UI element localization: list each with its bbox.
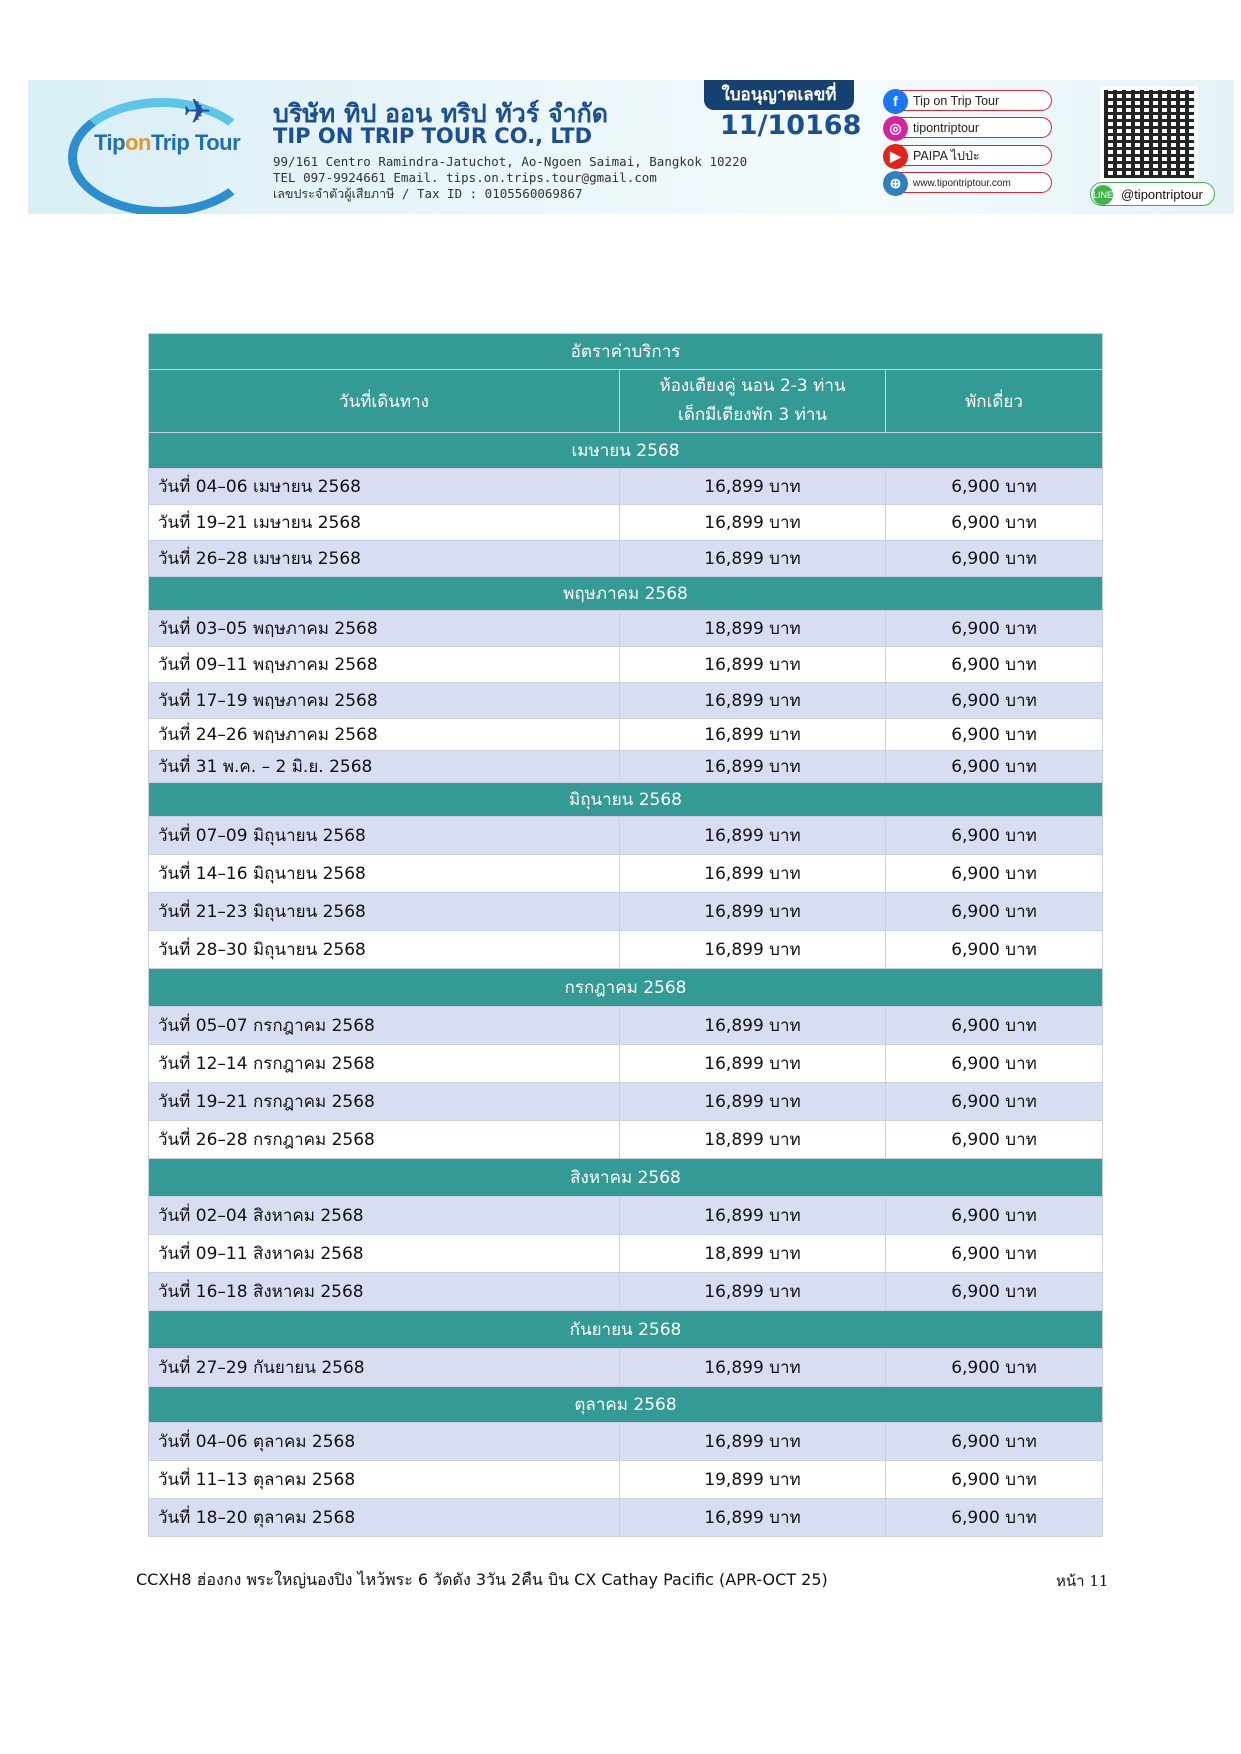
date-cell: วันที่ 16–18 สิงหาคม 2568 <box>149 1273 620 1311</box>
price-cell: 16,899 บาท <box>620 1349 886 1387</box>
date-cell: วันที่ 05–07 กรกฎาคม 2568 <box>149 1007 620 1045</box>
price-cell: 16,899 บาท <box>620 505 886 541</box>
instagram-link[interactable] <box>884 117 1052 138</box>
table-row <box>149 469 1103 505</box>
youtube-label: PAIPA ไปป่ะ <box>913 149 980 163</box>
price-cell: 16,899 บาท <box>620 751 886 783</box>
date-cell: วันที่ 07–09 มิถุนายน 2568 <box>149 817 620 855</box>
price-cell: 16,899 บาท <box>620 1045 886 1083</box>
single-supplement-cell: 6,900 บาท <box>886 1045 1103 1083</box>
table-row <box>149 855 1103 893</box>
single-supplement-cell: 6,900 บาท <box>886 751 1103 783</box>
table-row <box>149 1499 1103 1537</box>
price-cell: 16,899 บาท <box>620 719 886 751</box>
date-cell: วันที่ 17–19 พฤษภาคม 2568 <box>149 683 620 719</box>
youtube-icon: ▶ <box>883 144 908 169</box>
table-row <box>149 505 1103 541</box>
date-cell: วันที่ 27–29 กันยายน 2568 <box>149 1349 620 1387</box>
table-title-row <box>149 334 1103 370</box>
price-cell: 16,899 บาท <box>620 1007 886 1045</box>
price-cell: 16,899 บาท <box>620 1197 886 1235</box>
column-header-single: พักเดี่ยว <box>886 370 1103 433</box>
price-cell: 16,899 บาท <box>620 1423 886 1461</box>
single-supplement-cell: 6,900 บาท <box>886 647 1103 683</box>
date-cell: วันที่ 03–05 พฤษภาคม 2568 <box>149 611 620 647</box>
month-label: พฤษภาคม 2568 <box>149 577 1103 611</box>
month-label: กรกฎาคม 2568 <box>149 969 1103 1007</box>
single-supplement-cell: 6,900 บาท <box>886 893 1103 931</box>
price-cell: 16,899 บาท <box>620 647 886 683</box>
date-cell: วันที่ 28–30 มิถุนายน 2568 <box>149 931 620 969</box>
table-row <box>149 719 1103 751</box>
single-supplement-cell: 6,900 บาท <box>886 1083 1103 1121</box>
line-icon: LINE <box>1093 185 1113 205</box>
company-logo <box>94 130 240 156</box>
single-supplement-cell: 6,900 บาท <box>886 505 1103 541</box>
date-cell: วันที่ 19–21 กรกฎาคม 2568 <box>149 1083 620 1121</box>
website-link[interactable] <box>884 172 1052 193</box>
table-header-row <box>149 370 1103 433</box>
price-cell: 16,899 บาท <box>620 855 886 893</box>
single-supplement-cell: 6,900 บาท <box>886 1235 1103 1273</box>
airplane-icon: ✈ <box>183 92 212 132</box>
price-cell: 16,899 บาท <box>620 1273 886 1311</box>
address-line: 99/161 Centro Ramindra-Jatuchot, Ao-Ngoen Saimai, Bangkok 10220 <box>273 154 748 169</box>
month-header-row <box>149 577 1103 611</box>
logo-swirl <box>68 98 256 214</box>
month-header-row <box>149 433 1103 469</box>
price-cell: 18,899 บาท <box>620 611 886 647</box>
date-cell: วันที่ 09–11 พฤษภาคม 2568 <box>149 647 620 683</box>
price-cell: 16,899 บาท <box>620 541 886 577</box>
table-title: อัตราค่าบริการ <box>149 334 1103 370</box>
table-row <box>149 1461 1103 1499</box>
instagram-label: tipontriptour <box>913 121 980 135</box>
qr-code <box>1100 86 1198 182</box>
single-supplement-cell: 6,900 บาท <box>886 719 1103 751</box>
date-cell: วันที่ 12–14 กรกฎาคม 2568 <box>149 1045 620 1083</box>
date-cell: วันที่ 04–06 เมษายน 2568 <box>149 469 620 505</box>
page-number: หน้า 11 <box>1056 1572 1109 1590</box>
table-row <box>149 893 1103 931</box>
date-cell: วันที่ 19–21 เมษายน 2568 <box>149 505 620 541</box>
single-supplement-cell: 6,900 บาท <box>886 1121 1103 1159</box>
logo-word-tip: Tip <box>94 130 126 155</box>
twin-header-line1: ห้องเตียงคู่ นอน 2-3 ท่าน <box>659 376 846 396</box>
date-cell: วันที่ 09–11 สิงหาคม 2568 <box>149 1235 620 1273</box>
table-row <box>149 1045 1103 1083</box>
header-banner <box>28 80 1234 214</box>
table-row <box>149 931 1103 969</box>
month-label: สิงหาคม 2568 <box>149 1159 1103 1197</box>
footer-program-name: CCXH8 ฮ่องกง พระใหญ่นองปิง ไหว้พระ 6 วัดดัง 3วัน 2คืน บิน CX Cathay Pacific (APR-OCT 25) <box>136 1570 828 1589</box>
youtube-link[interactable] <box>884 145 1052 166</box>
instagram-icon: ◎ <box>883 116 908 141</box>
table-row <box>149 1121 1103 1159</box>
table-row <box>149 1007 1103 1045</box>
column-header-date: วันที่เดินทาง <box>149 370 620 433</box>
date-cell: วันที่ 02–04 สิงหาคม 2568 <box>149 1197 620 1235</box>
logo-word-trip-tour: Trip Tour <box>150 130 241 155</box>
month-label: เมษายน 2568 <box>149 433 1103 469</box>
month-label: มิถุนายน 2568 <box>149 783 1103 817</box>
date-cell: วันที่ 04–06 ตุลาคม 2568 <box>149 1423 620 1461</box>
price-cell: 16,899 บาท <box>620 931 886 969</box>
single-supplement-cell: 6,900 บาท <box>886 1423 1103 1461</box>
company-name-thai: บริษัท ทิป ออน ทริป ทัวร์ จำกัด <box>273 99 609 128</box>
single-supplement-cell: 6,900 บาท <box>886 683 1103 719</box>
single-supplement-cell: 6,900 บาท <box>886 817 1103 855</box>
table-row <box>149 751 1103 783</box>
date-cell: วันที่ 24–26 พฤษภาคม 2568 <box>149 719 620 751</box>
logo-word-on: on <box>125 130 151 155</box>
company-address <box>273 154 747 202</box>
price-cell: 19,899 บาท <box>620 1461 886 1499</box>
table-row <box>149 683 1103 719</box>
rate-table <box>148 333 1103 1537</box>
table-row <box>149 1235 1103 1273</box>
twin-header-line2: เด็กมีเตียงพัก 3 ท่าน <box>678 405 827 425</box>
month-header-row <box>149 1159 1103 1197</box>
single-supplement-cell: 6,900 บาท <box>886 1499 1103 1537</box>
single-supplement-cell: 6,900 บาท <box>886 611 1103 647</box>
rate-table-body <box>149 433 1103 1537</box>
facebook-label: Tip on Trip Tour <box>913 94 1000 108</box>
price-cell: 16,899 บาท <box>620 1499 886 1537</box>
month-header-row <box>149 1387 1103 1423</box>
date-cell: วันที่ 31 พ.ค. – 2 มิ.ย. 2568 <box>149 751 620 783</box>
single-supplement-cell: 6,900 บาท <box>886 1273 1103 1311</box>
single-supplement-cell: 6,900 บาท <box>886 1461 1103 1499</box>
price-cell: 16,899 บาท <box>620 469 886 505</box>
single-supplement-cell: 6,900 บาท <box>886 855 1103 893</box>
month-label: ตุลาคม 2568 <box>149 1387 1103 1423</box>
line-label: @tipontriptour <box>1121 187 1203 202</box>
single-supplement-cell: 6,900 บาท <box>886 1197 1103 1235</box>
price-cell: 16,899 บาท <box>620 1083 886 1121</box>
month-label: กันยายน 2568 <box>149 1311 1103 1349</box>
price-cell: 16,899 บาท <box>620 817 886 855</box>
facebook-icon: f <box>883 89 908 114</box>
month-header-row <box>149 783 1103 817</box>
table-row <box>149 611 1103 647</box>
price-cell: 18,899 บาท <box>620 1235 886 1273</box>
date-cell: วันที่ 21–23 มิถุนายน 2568 <box>149 893 620 931</box>
website-label: www.tipontriptour.com <box>913 178 1011 189</box>
single-supplement-cell: 6,900 บาท <box>886 541 1103 577</box>
table-row <box>149 541 1103 577</box>
globe-icon: ⊕ <box>883 171 908 196</box>
contact-line: TEL 097-9924661 Email. tips.on.trips.tour@gmail.com <box>273 170 657 185</box>
line-link[interactable] <box>1090 182 1215 206</box>
price-cell: 16,899 บาท <box>620 683 886 719</box>
date-cell: วันที่ 26–28 กรกฎาคม 2568 <box>149 1121 620 1159</box>
table-row <box>149 1197 1103 1235</box>
table-row <box>149 1423 1103 1461</box>
date-cell: วันที่ 26–28 เมษายน 2568 <box>149 541 620 577</box>
table-row <box>149 1349 1103 1387</box>
single-supplement-cell: 6,900 บาท <box>886 469 1103 505</box>
single-supplement-cell: 6,900 บาท <box>886 1007 1103 1045</box>
license-label: ใบอนุญาตเลขที่ <box>704 80 854 110</box>
price-cell: 18,899 บาท <box>620 1121 886 1159</box>
date-cell: วันที่ 14–16 มิถุนายน 2568 <box>149 855 620 893</box>
table-row <box>149 1273 1103 1311</box>
month-header-row <box>149 1311 1103 1349</box>
column-header-twin <box>620 370 886 433</box>
facebook-link[interactable] <box>884 90 1052 111</box>
date-cell: วันที่ 18–20 ตุลาคม 2568 <box>149 1499 620 1537</box>
table-row <box>149 817 1103 855</box>
table-row <box>149 1083 1103 1121</box>
company-name-english: TIP ON TRIP TOUR CO., LTD <box>273 124 593 148</box>
table-row <box>149 647 1103 683</box>
tax-id-line: เลขประจำตัวผู้เสียภาษี / Tax ID : 0105560069867 <box>273 186 583 201</box>
single-supplement-cell: 6,900 บาท <box>886 931 1103 969</box>
license-number: 11/10168 <box>720 110 862 141</box>
month-header-row <box>149 969 1103 1007</box>
date-cell: วันที่ 11–13 ตุลาคม 2568 <box>149 1461 620 1499</box>
single-supplement-cell: 6,900 บาท <box>886 1349 1103 1387</box>
price-cell: 16,899 บาท <box>620 893 886 931</box>
